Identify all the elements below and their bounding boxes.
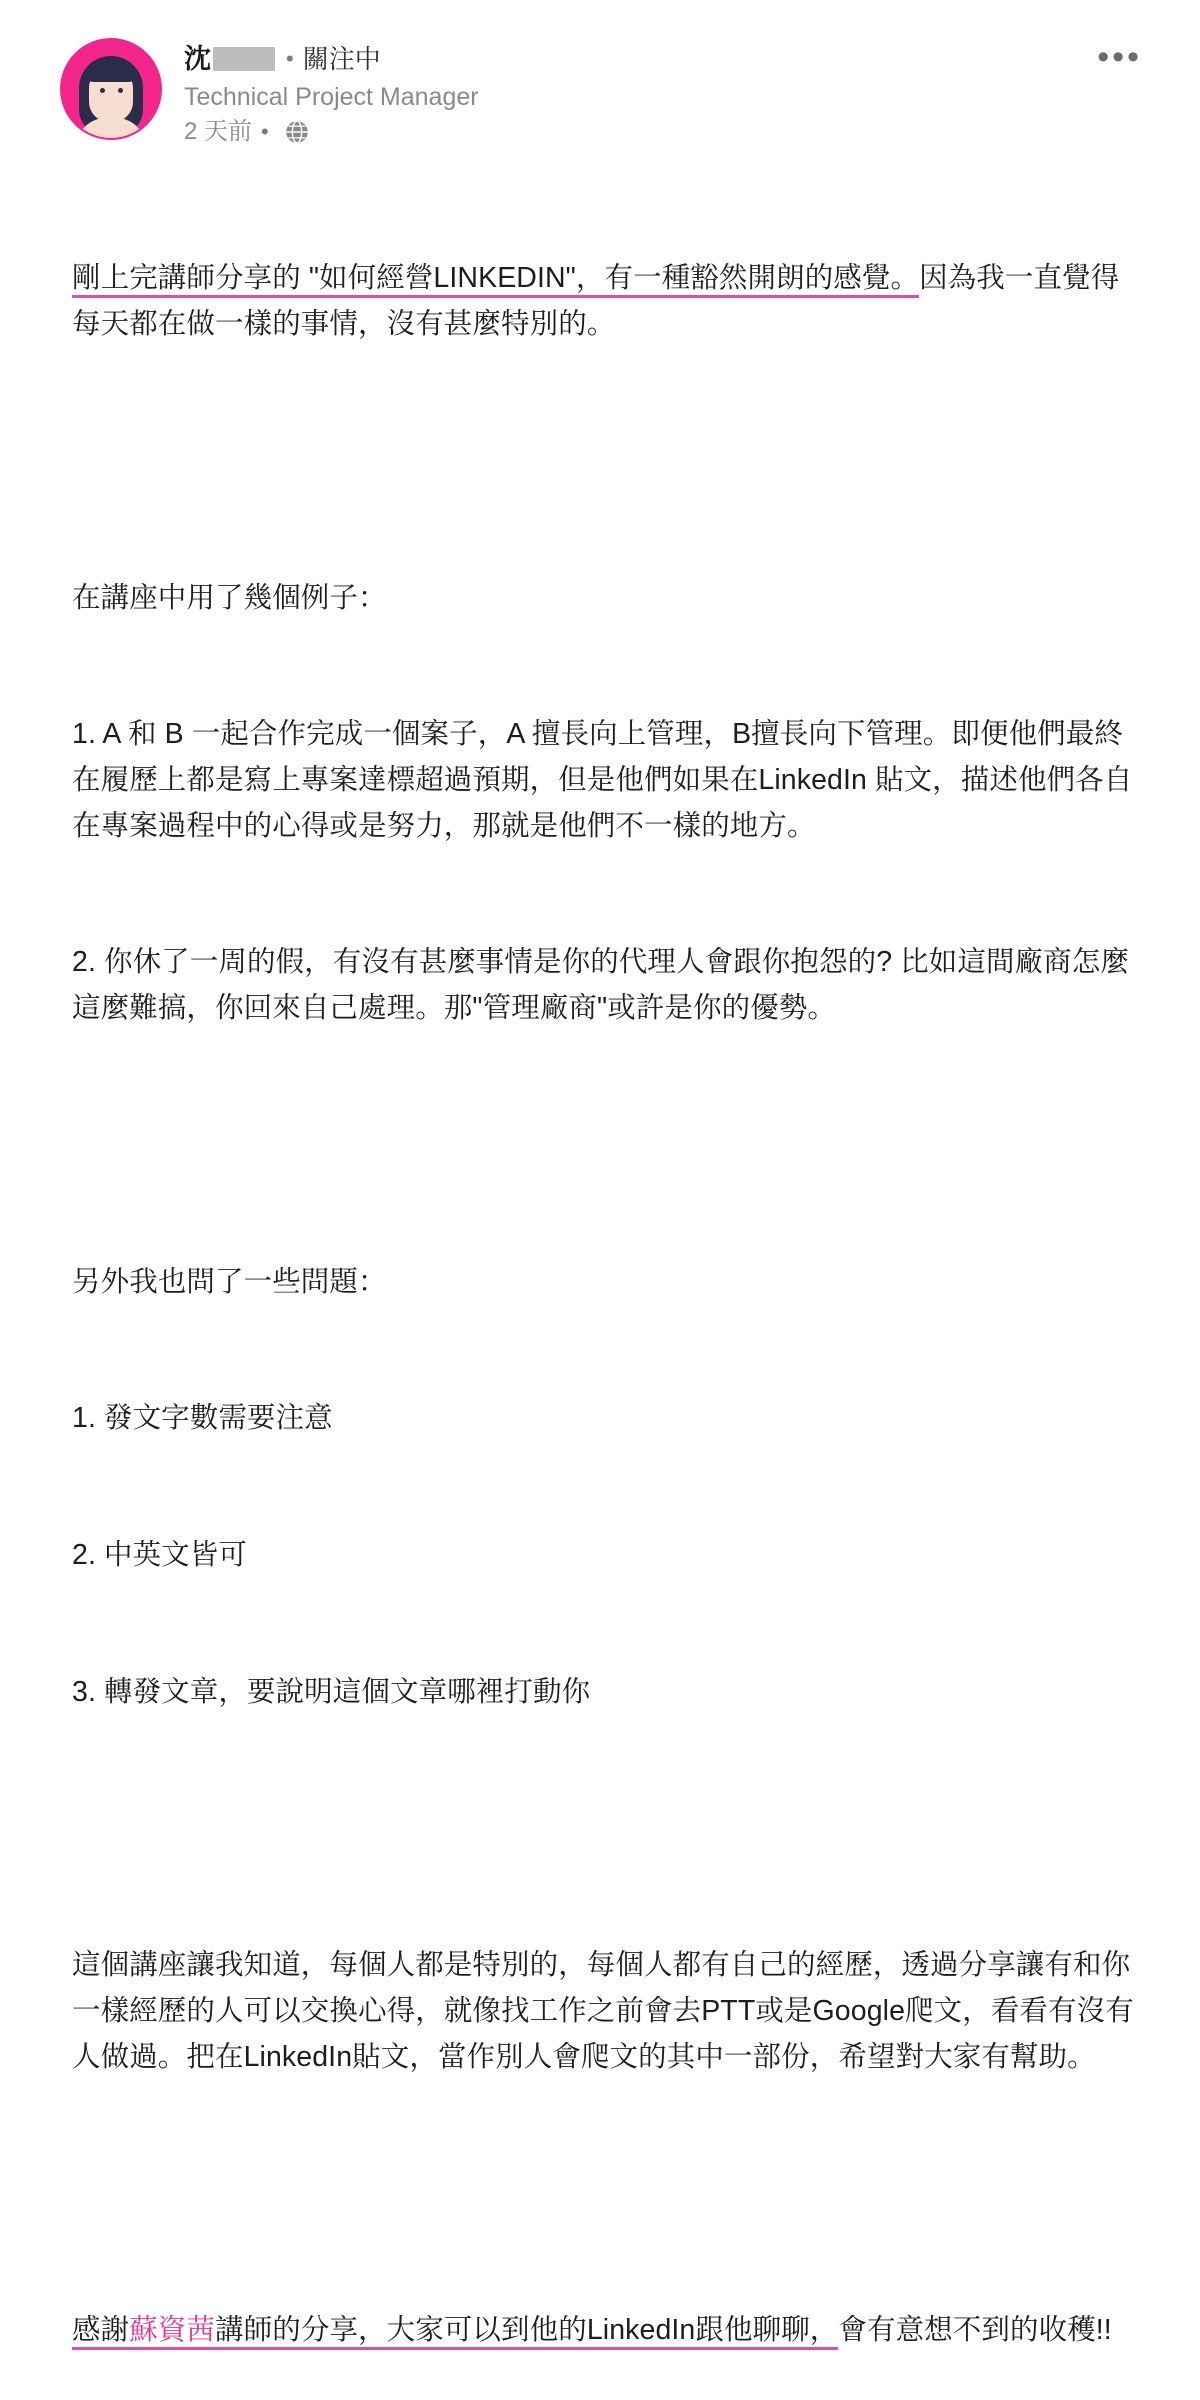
avatar-eye-left (100, 88, 105, 93)
thanks-prefix: 感謝 (72, 2314, 129, 2350)
avatar[interactable] (60, 38, 162, 140)
thanks-tail: 會有意想不到的收穫!! (838, 2314, 1112, 2347)
highlight-opening: 剛上完講師分享的 "如何經營LINKEDIN"，有一種豁然開朗的感覺。 (72, 262, 919, 298)
example-item-2: 2. 你休了一周的假，有沒有甚麼事情是你的代理人會跟你抱怨的? 比如這間廠商怎麼這麼難搞，你回來自己處理。那"管理廠商"或許是你的優勢。 (72, 946, 1129, 1024)
post-header (0, 0, 1200, 147)
author-headline: Technical Project Manager (184, 82, 479, 111)
redaction-block (213, 47, 275, 71)
globe-icon (284, 119, 310, 145)
avatar-fringe (86, 60, 136, 82)
author-info (184, 38, 479, 147)
examples-heading: 在講座中用了幾個例子： (72, 581, 387, 614)
author-name: 沈 (184, 44, 211, 74)
questions-heading: 另外我也問了一些問題： (72, 1265, 387, 1298)
question-item-3: 3. 轉發文章，要說明這個文章哪裡打動你 (72, 1675, 591, 1708)
post-timestamp: 2 天前 (184, 117, 253, 145)
name-separator: • (286, 46, 294, 72)
paragraph-1-tail: 因為我一直覺得每天都在做一樣的事情，沒有甚麼特別的。 (72, 262, 1120, 341)
example-item-1: 1. A 和 B 一起合作完成一個案子，A 擅長向上管理，B擅長向下管理。即便他們最終在履歷上都是寫上專案達標超過預期，但是他們如果在LinkedIn 貼文，描述他們各自在專案過程中的心得或是努力，那就是他們不一樣的地方。 (72, 718, 1133, 842)
avatar-eye-right (118, 88, 123, 93)
question-item-2: 2. 中英文皆可 (72, 1539, 247, 1572)
spacer-1 (72, 439, 1134, 485)
meta-separator: • (261, 118, 269, 144)
spacer-2 (72, 1123, 1134, 1169)
paragraph-4: 這個講座讓我知道，每個人都是特別的，每個人都有自己的經歷，透過分享讓有和你一樣經歷的人可以交換心得，就像找工作之前會去PTT或是Google爬文，看看有沒有人做過。把在LinkedIn貼文，當作別人會爬文的其中一部份，希望對大家有幫助。 (72, 1949, 1134, 2073)
question-item-1: 1. 發文字數需要注意 (72, 1402, 333, 1435)
follow-status[interactable]: 關注中 (302, 43, 381, 74)
post-meta (184, 117, 479, 148)
paragraph-5 (72, 2308, 1134, 2354)
spacer-4 (72, 2171, 1134, 2217)
post-content (0, 147, 1200, 2400)
thanks-body: 講師的分享，大家可以到他的LinkedIn跟他聊聊， (215, 2314, 838, 2350)
author-name-row[interactable] (184, 42, 479, 77)
more-options-icon[interactable]: ••• (1097, 38, 1142, 76)
mention-link[interactable]: 蘇資茜 (129, 2314, 215, 2350)
spacer-3 (72, 1807, 1134, 1853)
paragraph-1 (72, 256, 1134, 347)
